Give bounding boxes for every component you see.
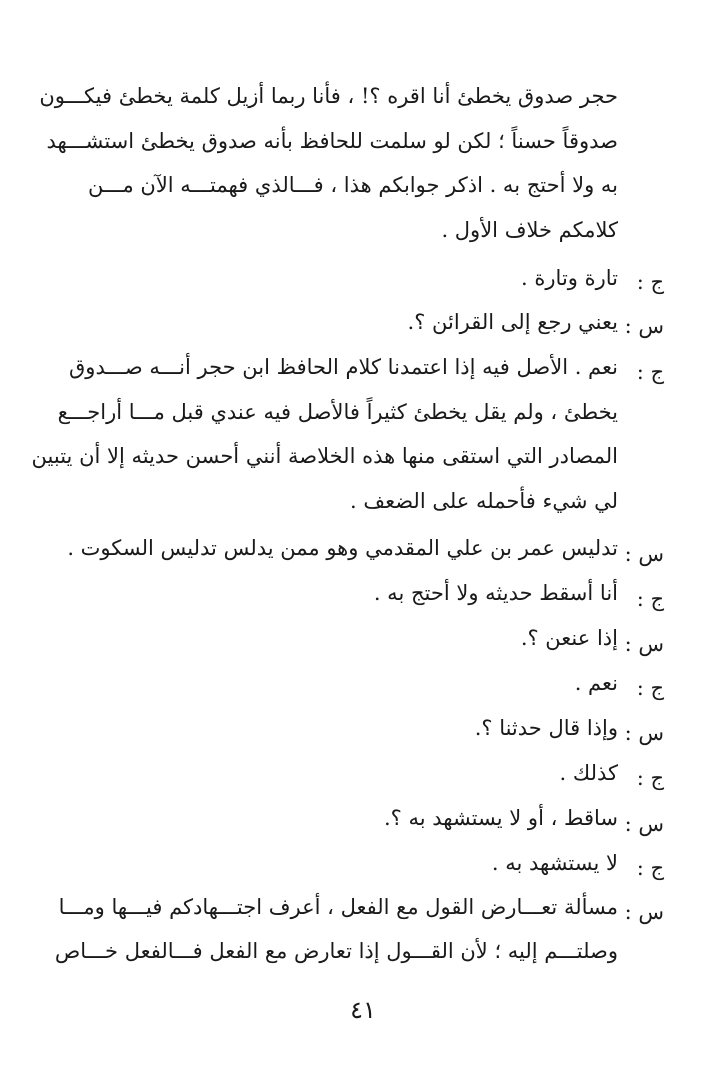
question-marker: س : (624, 632, 664, 656)
answer-text: أنا أسقط حديثه ولا أحتج به . (373, 581, 618, 605)
answer-marker: ج : (636, 587, 664, 611)
answer-marker: ج : (636, 766, 664, 790)
question-text: ساقط ، أو لا يستشهد به ؟. (383, 806, 618, 830)
question-text: مسألة تعـــارض القول مع الفعل ، أعرف اجتـــهادكم فيـــها ومـــا (58, 895, 618, 919)
answer-text: نعم . (574, 671, 618, 695)
answer-text: تارة وتارة . (521, 266, 618, 290)
text-line: كلامكم خلاف الأول . (441, 218, 618, 242)
question-text: وإذا قال حدثنا ؟. (474, 716, 618, 740)
text-line: حجر صدوق يخطئ أنا اقره ؟! ، فأنا ربما أزيل كلمة يخطئ فيكـــون (39, 84, 618, 108)
text-line: وصلتـــم إليه ؛ لأن القـــول إذا تعارض مع الفعل فـــالفعل خـــاص (54, 939, 618, 963)
question-text: إذا عنعن ؟. (520, 626, 618, 650)
text-line: به ولا أحتج به . اذكر جوابكم هذا ، فـــالذي فهمتـــه الآن مـــن (88, 173, 618, 197)
answer-text: نعم . الأصل فيه إذا اعتمدنا كلام الحافظ ابن حجر أنـــه صـــدوق (69, 355, 618, 379)
answer-text: كذلك . (559, 761, 618, 785)
question-marker: س : (624, 900, 664, 924)
text-line: يخطئ ، ولم يقل يخطئ كثيراً فالأصل فيه عندي قبل مـــا أراجـــع (57, 400, 618, 424)
answer-text: لا يستشهد به . (491, 851, 618, 875)
text-line: المصادر التي استقى منها هذه الخلاصة أنني أحسن حديثه إلا أن يتبين (31, 444, 618, 468)
question-marker: س : (624, 721, 664, 745)
question-text: يعني رجع إلى القرائن ؟. (407, 310, 618, 334)
text-line: لي شيء فأحمله على الضعف . (350, 489, 618, 513)
question-marker: س : (624, 314, 664, 338)
page-number: ٤١ (350, 996, 376, 1024)
answer-marker: ج : (636, 360, 664, 384)
question-text: تدليس عمر بن علي المقدمي وهو ممن يدلس تدليس السكوت . (67, 536, 618, 560)
answer-marker: ج : (636, 856, 664, 880)
question-marker: س : (624, 542, 664, 566)
answer-marker: ج : (636, 270, 664, 294)
question-marker: س : (624, 812, 664, 836)
text-line: صدوقاً حسناً ؛ لكن لو سلمت للحافظ بأنه صدوق يخطئ استشـــهد (46, 129, 618, 153)
answer-marker: ج : (636, 676, 664, 700)
